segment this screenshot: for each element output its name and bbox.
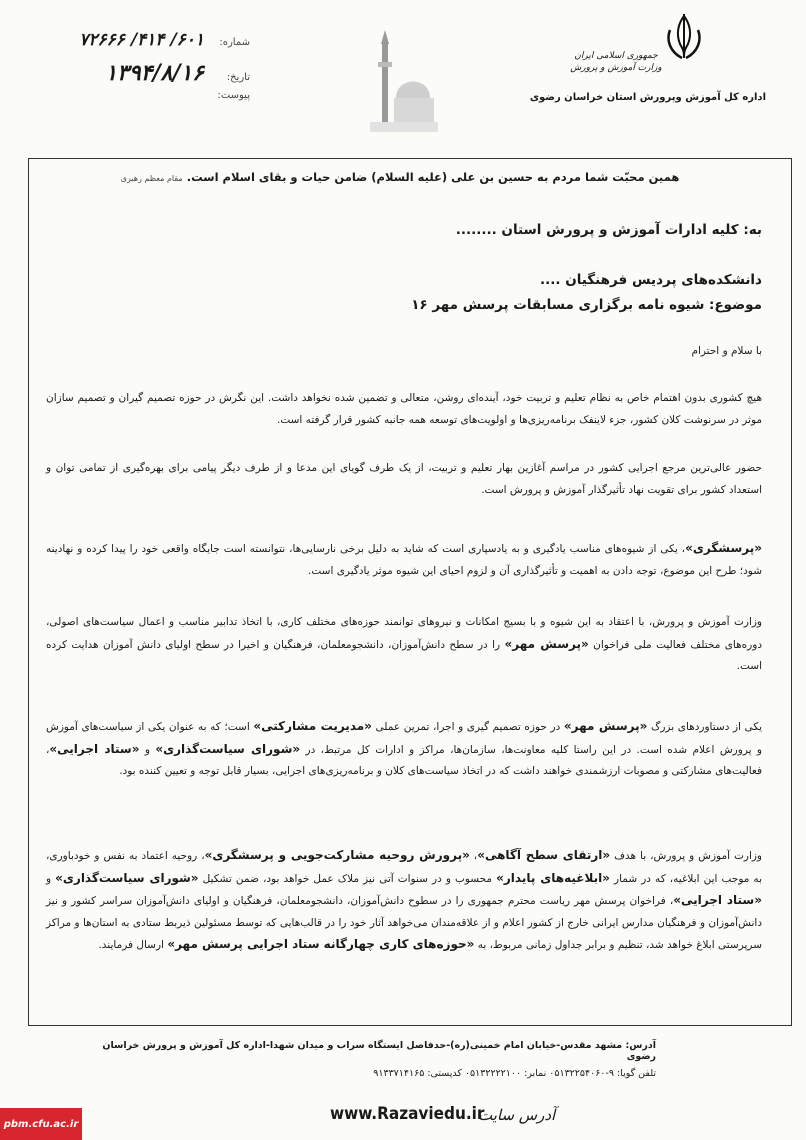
paragraph-2: حضور عالی‌ترین مرجع اجرایی کشور در مراسم آغازین بهار تعلیم و تربیت، از یک طرف گویای این مدعا و از طرف دیگر پیامی برای بهره‌گیری از تمامی توان و استعداد کشور برای تقویت نهاد تأثیر‌گذار آموزش و پرورش است. [46, 462, 762, 496]
bold-term: «شورای سیاست‌گذاری» [55, 870, 199, 885]
paragraph-3: «پرسشگری»، یکی از شیوه‌های مناسب یادگیری و به یادسپاری است که شاید به دلیل برخی نارسایی‌ها، نتوانسته است جایگاه واقعی خود را پیدا کرده و نهادینه شود؛ طرح این موضوع، توجه دادن به اهمیت و تأثیرگذاری آن و لزوم احیای این شیوه موثر یادگیری است. [46, 541, 762, 577]
tagline-attribution: مقام معظم رهبری [120, 174, 183, 183]
bold-term: «مدیریت مشارکتی» [253, 719, 372, 733]
department-name: اداره کل آموزش وپرورش استان خراسان رضوی [529, 92, 766, 103]
tagline [120, 170, 680, 184]
ministry-line-2: وزارت آموزش و پرورش [570, 63, 662, 73]
number-row [20, 30, 250, 60]
bold-term: «ستاد اجرایی» [673, 893, 762, 907]
bold-term: «پرورش روحیه مشارکت‌جویی و پرسشگری» [204, 848, 470, 862]
greeting: با سلام و احترام [691, 345, 762, 357]
bold-term: «پرسشگری» [685, 541, 762, 555]
bold-term: «شورای سیاست‌گذاری» [155, 741, 301, 756]
bold-term: «پرسش مهر» [563, 719, 648, 733]
website-label: آدرس سایت [478, 1106, 556, 1124]
subject-line: موضوع: شیوه نامه برگزاری مسابقات پرسش مهر ۱۶ [411, 297, 762, 313]
paragraph-1: هیچ کشوری بدون اهتمام خاص به نظام تعلیم و تربیت خود، آینده‌ای روشن، متعالی و تضمین شده نخواهد داشت. این نگرش در حوزه تصمیم گیران و تصمیم سازان موثر در سرنوشت کلان کشور، جزء لاینفک برنامه‌ریزی‌ها و اولویت‌های توسعه همه جانبه کشور قرار گرفته است. [46, 392, 762, 426]
bold-term: «پرسش مهر» [504, 636, 589, 651]
attachment-row [20, 90, 250, 120]
bold-term: «ابلاغیه‌های پایدار» [496, 870, 610, 885]
letter-meta [20, 30, 250, 120]
ministry-line-1: جمهوری اسلامی ایران [574, 51, 658, 61]
bold-term: «ستاد اجرایی» [49, 741, 140, 756]
paragraph-5: یکی از دستاوردهای بزرگ «پرسش مهر» در حوزه تصمیم گیری و اجرا، تمرین عملی «مدیریت مشارکتی» است؛ که به عنوان یکی از سیاست‌های آموزش و پرورش اعلام شده است. در این راستا کلیه معاونت‌ها، سازمان‌ها، مراکز و ادارات کل مرتبط، در «شورای سیاست‌گذاری» و «ستاد اجرایی»، فعالیت‌های مشارکتی و مصوبات ارزشمندی خواهند داشت که در اتخاذ سیاست‌های کلان و برنامه‌ریزی‌های اجرایی، بسیار قابل توجه و تعیین کننده بود. [46, 719, 763, 777]
date-label: تاریخ: [226, 72, 250, 83]
paragraph-6: وزارت آموزش و پرورش، با هدف «ارتقای سطح آگاهی»، «پرورش روحیه مشارکت‌جویی و پرسشگری»، روحیه اعتماد به نفس و خودباوری، به موجب این ابلاغیه، که در شمار «ابلاغیه‌های پایدار» محسوب و در سنوات آتی نیز ملاک عمل خواهد بود، ضمن تشکیل «شورای سیاست‌گذاری» و «ستاد اجرایی»، فراخوان پرسش مهر ریاست محترم جمهوری را در سطوح دانش‌آموزان، دانشجومعلمان، فرهنگیان و اولیای دانش‌آموزان سراسر کشور و نیز دانش‌آموزان و فرهنگیان مدارس ایرانی خارج از کشور اعلام و از علاقه‌مندان می‌خواهد آثار خود را در قالب‌هایی که توسط مسئولین ذیربط ستادی به استان‌ها و مراکز سرپرستی ابلاغ خواهد شد، تنظیم و برابر جداول زمانی مربوط، به «حوزه‌های کاری چهارگانه ستاد اجرایی پرسش مهر» ارسال فرمایند. [46, 848, 762, 951]
source-badge: pbm.cfu.ac.ir [0, 1108, 82, 1140]
bold-term: «حوزه‌های کاری چهارگانه ستاد اجرایی پرسش مهر» [167, 937, 475, 951]
recipient-line-2: دانشکده‌های پردیس فرهنگیان .... [539, 272, 762, 288]
date-value: ۱۳۹۴/۸/۱۶ [105, 60, 204, 86]
number-value: ۶۰۱/ ۴۱۴/ ۷۲۶۶۶ [79, 30, 204, 50]
date-row [20, 60, 250, 90]
footer-phones: تلفن گویا: ۹-۰۵۱۳۲۲۵۴۰۶۰ نمابر: ۰۵۱۳۲۲۲۲۱۰۰ کدپستی: ۹۱۳۳۷۱۴۱۶۵ [373, 1068, 656, 1079]
ministry-name [516, 50, 716, 74]
number-label: شماره: [219, 37, 250, 48]
recipient-line: به: کلیه ادارات آموزش و پرورش استان ........ [455, 222, 762, 238]
footer-address: آدرس: مشهد مقدس-خیابان امام خمینی(ره)-حدفاصل ایستگاه سراب و میدان شهدا-اداره کل آموزش و پرورش خراسان رضوی [102, 1040, 656, 1062]
shrine-watermark-icon [360, 28, 440, 138]
paragraph-4: وزارت آموزش و پرورش، با اعتقاد به این شیوه و با بسیج امکانات و نیروهای توانمند حوزه‌های مختلف کاری، با اتخاذ تدابیر مناسب و اعمال سیاست‌های اصولی، دوره‌های مختلف فعالیت ملی فراخوان «پرسش مهر» را در سطح دانش‌آموزان، دانشجومعلمان، فرهنگیان و اخیرا در سطح اولیای دانش آموزان هدایت کرده است. [46, 616, 762, 672]
website-link[interactable]: www.Razaviedu.ir [330, 1104, 485, 1124]
attachment-label: پیوست: [217, 90, 250, 101]
bold-term: «ارتقای سطح آگاهی» [477, 848, 611, 862]
tagline-text: همین محبّت شما مردم به حسین بن علی (علیه السلام) ضامن حیات و بقای اسلام است. [186, 170, 680, 184]
